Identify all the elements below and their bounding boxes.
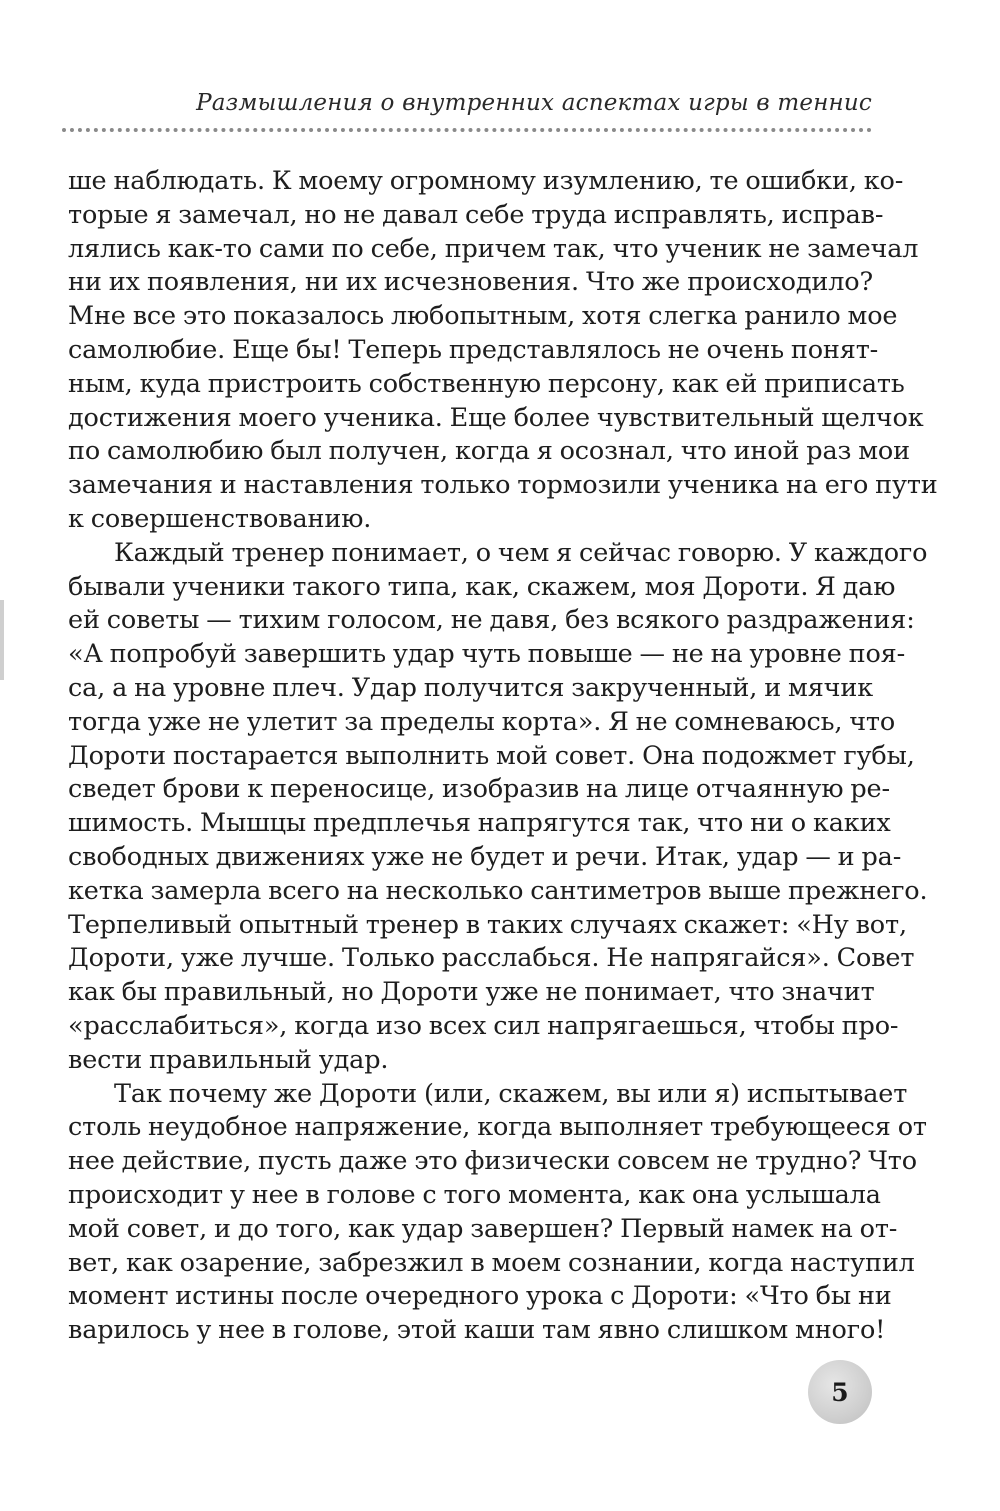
page-edge-mark xyxy=(0,600,4,680)
text-line: замечания и наставления только тормозили ученика на его пути xyxy=(68,470,938,501)
text-line: Дороти постарается выполнить мой совет. Она подожмет губы, xyxy=(68,740,915,771)
paragraph-start-line: Так почему же Дороти (или, скажем, вы или я) испытывает xyxy=(114,1078,908,1109)
text-line: кетка замерла всего на несколько сантиметров выше прежнего. xyxy=(68,875,928,906)
running-head-title: Размышления о внутренних аспектах игры в теннис xyxy=(196,90,872,116)
text-line: ше наблюдать. К моему огромному изумлению, те ошибки, ко- xyxy=(68,166,904,196)
text-line: сведет брови к переносице, изобразив на лице отчаянную ре- xyxy=(68,774,890,805)
body-text xyxy=(68,165,938,1348)
text-line: са, а на уровне плеч. Удар получится закрученный, и мячик xyxy=(68,672,873,703)
text-line: Терпеливый опытный тренер в таких случаях скажет: «Ну вот, xyxy=(68,909,907,940)
text-line: бывали ученики такого типа, как, скажем, моя Дороти. Я даю xyxy=(68,571,896,602)
text-line: достижения моего ученика. Еще более чувствительный щелчок xyxy=(68,402,924,433)
text-line: нее действие, пусть даже это физически совсем не трудно? Что xyxy=(68,1146,917,1177)
text-line: «А попробуй завершить удар чуть повыше — не на уровне поя- xyxy=(68,639,906,670)
text-line: по самолюбию был получен, когда я осознал, что иной раз мои xyxy=(68,436,910,467)
text-line: торые я замечал, но не давал себе труда исправлять, исправ- xyxy=(68,199,884,230)
text-line: вет, как озарение, забрезжил в моем сознании, когда наступил xyxy=(68,1247,915,1278)
text-line: Мне все это показалось любопытным, хотя слегка ранило мое xyxy=(68,301,898,332)
text-line: лялись как-то сами по себе, причем так, что ученик не замечал xyxy=(68,233,919,264)
text-line: происходит у нее в голове с того момента, как она услышала xyxy=(68,1179,881,1210)
text-line: момент истины после очередного урока с Дороти: «Что бы ни xyxy=(68,1281,892,1312)
text-line: к совершенствованию. xyxy=(68,503,372,534)
text-line: ным, куда пристроить собственную персону, как ей приписать xyxy=(68,368,905,399)
text-line: самолюбие. Еще бы! Теперь представлялось не очень понят- xyxy=(68,334,879,365)
page-number: 5 xyxy=(831,1377,849,1407)
text-line: тогда уже не улетит за пределы корта». Я не сомневаюсь, что xyxy=(68,706,896,737)
text-line: свободных движениях уже не будет и речи. Итак, удар — и ра- xyxy=(68,841,902,872)
header-dotted-rule xyxy=(62,128,872,132)
text-line: мой совет, и до того, как удар завершен? Первый намек на от- xyxy=(68,1213,898,1244)
text-line: столь неудобное напряжение, когда выполняет требующееся от xyxy=(68,1112,927,1143)
text-line: шимость. Мышцы предплечья напрягутся так, что ни о каких xyxy=(68,808,891,839)
page-number-badge xyxy=(808,1360,872,1424)
text-line: как бы правильный, но Дороти уже не понимает, что значит xyxy=(68,977,875,1008)
text-line: «расслабиться», когда изо всех сил напрягаешься, чтобы про- xyxy=(68,1010,899,1041)
text-line: ей советы — тихим голосом, не давя, без всякого раздражения: xyxy=(68,605,915,636)
text-line: вести правильный удар. xyxy=(68,1044,389,1075)
text-line: варилось у нее в голове, этой каши там явно слишком много! xyxy=(68,1315,886,1346)
paragraph-start-line: Каждый тренер понимает, о чем я сейчас говорю. У каждого xyxy=(114,537,928,568)
text-line: Дороти, уже лучше. Только расслабься. Не напрягайся». Совет xyxy=(68,943,915,974)
text-line: ни их появления, ни их исчезновения. Что же происходило? xyxy=(68,267,873,298)
